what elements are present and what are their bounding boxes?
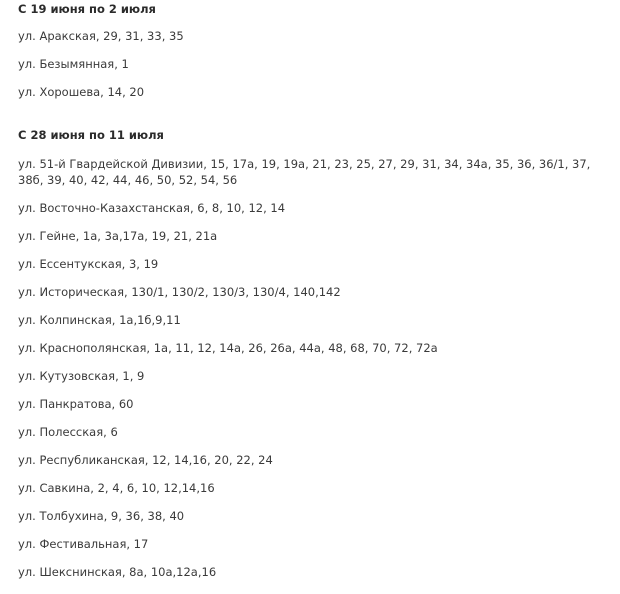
address-item: ул. Панкратова, 60 xyxy=(18,397,134,411)
address-item: ул. Восточно-Казахстанская, 6, 8, 10, 12, 14 xyxy=(18,201,286,215)
section-title: С 28 июня по 11 июля xyxy=(18,128,164,142)
address-item: ул. Ессентукская, 3, 19 xyxy=(18,257,159,271)
address-item: ул. Кутузовская, 1, 9 xyxy=(18,369,145,383)
address-item: ул. Краснополянская, 1а, 11, 12, 14а, 26, 26а, 44а, 48, 68, 70, 72, 72а xyxy=(18,341,438,355)
schedule-section xyxy=(18,128,614,580)
address-item: ул. Безымянная, 1 xyxy=(18,57,129,71)
address-item: ул. Колпинская, 1а,1б,9,11 xyxy=(18,313,181,327)
schedule-section xyxy=(18,2,614,100)
address-item: ул. Хорошева, 14, 20 xyxy=(18,85,145,99)
address-item: ул. Толбухина, 9, 36, 38, 40 xyxy=(18,509,185,523)
address-item: ул. Гейне, 1а, 3а,17а, 19, 21, 21а xyxy=(18,229,218,243)
section-title: С 19 июня по 2 июля xyxy=(18,2,156,16)
schedule-content xyxy=(18,2,614,593)
address-item: ул. Фестивальная, 17 xyxy=(18,537,149,551)
address-item: ул. Аракская, 29, 31, 33, 35 xyxy=(18,29,184,43)
address-item: ул. Историческая, 130/1, 130/2, 130/3, 130/4, 140,142 xyxy=(18,285,341,299)
address-item: ул. Полесская, 6 xyxy=(18,425,118,439)
address-item: ул. Савкина, 2, 4, 6, 10, 12,14,16 xyxy=(18,481,215,495)
address-item: ул. Республиканская, 12, 14,16, 20, 22, 24 xyxy=(18,453,273,467)
address-item: ул. Шекснинская, 8а, 10а,12а,16 xyxy=(18,565,217,579)
address-item: ул. 51-й Гвардейской Дивизии, 15, 17а, 19, 19а, 21, 23, 25, 27, 29, 31, 34, 34а, 35, 36, 36/1, 37, 38б, 39, 40, 42, 44, 46, 50, 52, 54, 56 xyxy=(18,157,591,187)
